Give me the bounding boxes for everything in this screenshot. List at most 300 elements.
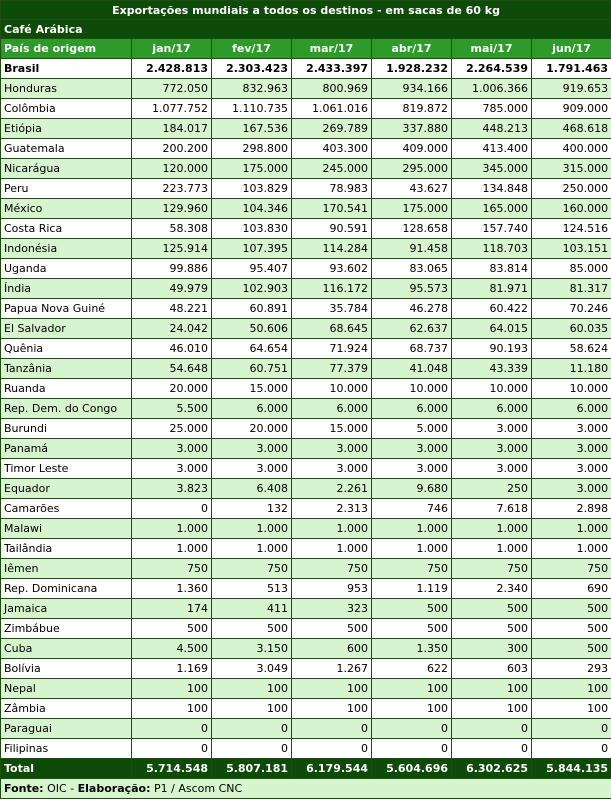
value-cell: 2.428.813 — [132, 59, 212, 79]
country-cell: Panamá — [1, 439, 132, 459]
value-cell: 100 — [532, 679, 611, 699]
value-cell: 20.000 — [212, 419, 292, 439]
value-cell: 50.606 — [212, 319, 292, 339]
country-cell: Nicarágua — [1, 159, 132, 179]
value-cell: 1.000 — [292, 519, 372, 539]
value-cell: 7.618 — [452, 499, 532, 519]
value-cell: 103.151 — [532, 239, 611, 259]
table-row — [1, 719, 611, 739]
value-cell: 125.914 — [132, 239, 212, 259]
value-cell: 3.823 — [132, 479, 212, 499]
value-cell: 403.300 — [292, 139, 372, 159]
value-cell: 62.637 — [372, 319, 452, 339]
table-row — [1, 359, 611, 379]
table-row — [1, 139, 611, 159]
country-cell: Guatemala — [1, 139, 132, 159]
value-cell: 95.573 — [372, 279, 452, 299]
value-cell: 200.200 — [132, 139, 212, 159]
value-cell: 2.264.539 — [452, 59, 532, 79]
value-cell: 60.035 — [532, 319, 611, 339]
value-cell: 250.000 — [532, 179, 611, 199]
country-cell: Zâmbia — [1, 699, 132, 719]
value-cell: 10.000 — [452, 379, 532, 399]
value-cell: 20.000 — [132, 379, 212, 399]
section-row — [1, 20, 611, 39]
value-cell: 298.800 — [212, 139, 292, 159]
value-cell: 413.400 — [452, 139, 532, 159]
country-cell: Quênia — [1, 339, 132, 359]
value-cell: 90.591 — [292, 219, 372, 239]
source-value: OIC - — [47, 782, 78, 795]
value-cell: 1.267 — [292, 659, 372, 679]
value-cell: 100 — [132, 699, 212, 719]
value-cell: 1.928.232 — [372, 59, 452, 79]
country-cell: Filipinas — [1, 739, 132, 759]
value-cell: 315.000 — [532, 159, 611, 179]
column-header-feb: fev/17 — [212, 39, 292, 59]
value-cell: 71.924 — [292, 339, 372, 359]
value-cell: 750 — [372, 559, 452, 579]
column-header-may: mai/17 — [452, 39, 532, 59]
value-cell: 102.903 — [212, 279, 292, 299]
table-row — [1, 279, 611, 299]
table-row — [1, 479, 611, 499]
table-row — [1, 339, 611, 359]
value-cell: 10.000 — [372, 379, 452, 399]
value-cell: 165.000 — [452, 199, 532, 219]
value-cell: 919.653 — [532, 79, 611, 99]
value-cell: 1.000 — [292, 539, 372, 559]
value-cell: 750 — [532, 559, 611, 579]
value-cell: 114.284 — [292, 239, 372, 259]
value-cell: 750 — [292, 559, 372, 579]
table-row — [1, 439, 611, 459]
value-cell: 500 — [372, 599, 452, 619]
value-cell: 24.042 — [132, 319, 212, 339]
value-cell: 81.317 — [532, 279, 611, 299]
table-row — [1, 99, 611, 119]
value-cell: 81.971 — [452, 279, 532, 299]
value-cell: 0 — [372, 739, 452, 759]
value-cell: 6.000 — [372, 399, 452, 419]
value-cell: 124.516 — [532, 219, 611, 239]
value-cell: 3.000 — [532, 419, 611, 439]
value-cell: 184.017 — [132, 119, 212, 139]
value-cell: 78.983 — [292, 179, 372, 199]
table-row — [1, 219, 611, 239]
value-cell: 1.000 — [532, 519, 611, 539]
value-cell: 3.000 — [532, 439, 611, 459]
value-cell: 64.654 — [212, 339, 292, 359]
column-header-country: País de origem — [1, 39, 132, 59]
value-cell: 10.000 — [292, 379, 372, 399]
table-row — [1, 579, 611, 599]
value-cell: 174 — [132, 599, 212, 619]
value-cell: 64.015 — [452, 319, 532, 339]
country-cell: Tanzânia — [1, 359, 132, 379]
total-value: 5.604.696 — [372, 759, 452, 779]
table-row — [1, 179, 611, 199]
table-row — [1, 539, 611, 559]
elaboration-value: P1 / Ascom CNC — [154, 782, 243, 795]
value-cell: 68.645 — [292, 319, 372, 339]
value-cell: 3.000 — [212, 439, 292, 459]
value-cell: 622 — [372, 659, 452, 679]
value-cell: 3.000 — [532, 479, 611, 499]
value-cell: 103.830 — [212, 219, 292, 239]
total-row — [1, 759, 611, 779]
value-cell: 1.000 — [452, 519, 532, 539]
value-cell: 400.000 — [532, 139, 611, 159]
value-cell: 832.963 — [212, 79, 292, 99]
value-cell: 293 — [532, 659, 611, 679]
value-cell: 85.000 — [532, 259, 611, 279]
table-row — [1, 679, 611, 699]
value-cell: 132 — [212, 499, 292, 519]
value-cell: 750 — [452, 559, 532, 579]
table-row — [1, 239, 611, 259]
value-cell: 5.500 — [132, 399, 212, 419]
column-header-jun: jun/17 — [532, 39, 611, 59]
value-cell: 690 — [532, 579, 611, 599]
section-title: Café Arábica — [1, 20, 611, 39]
value-cell: 1.000 — [452, 539, 532, 559]
value-cell: 500 — [452, 619, 532, 639]
value-cell: 409.000 — [372, 139, 452, 159]
country-cell: Costa Rica — [1, 219, 132, 239]
value-cell: 170.541 — [292, 199, 372, 219]
value-cell: 953 — [292, 579, 372, 599]
value-cell: 157.740 — [452, 219, 532, 239]
value-cell: 3.000 — [452, 439, 532, 459]
value-cell: 60.422 — [452, 299, 532, 319]
value-cell: 2.433.397 — [292, 59, 372, 79]
value-cell: 3.150 — [212, 639, 292, 659]
country-cell: Iêmen — [1, 559, 132, 579]
value-cell: 1.350 — [372, 639, 452, 659]
column-header-apr: abr/17 — [372, 39, 452, 59]
value-cell: 0 — [212, 719, 292, 739]
value-cell: 1.061.016 — [292, 99, 372, 119]
country-cell: Tailândia — [1, 539, 132, 559]
value-cell: 2.898 — [532, 499, 611, 519]
country-cell: Etiópia — [1, 119, 132, 139]
value-cell: 10.000 — [532, 379, 611, 399]
value-cell: 245.000 — [292, 159, 372, 179]
value-cell: 500 — [532, 639, 611, 659]
country-cell: Camarões — [1, 499, 132, 519]
value-cell: 1.000 — [532, 539, 611, 559]
value-cell: 0 — [452, 739, 532, 759]
value-cell: 345.000 — [452, 159, 532, 179]
value-cell: 1.000 — [132, 539, 212, 559]
table-row — [1, 259, 611, 279]
value-cell: 500 — [132, 619, 212, 639]
value-cell: 107.395 — [212, 239, 292, 259]
value-cell: 600 — [292, 639, 372, 659]
value-cell: 35.784 — [292, 299, 372, 319]
table-row — [1, 459, 611, 479]
value-cell: 3.000 — [132, 459, 212, 479]
value-cell: 129.960 — [132, 199, 212, 219]
value-cell: 95.407 — [212, 259, 292, 279]
value-cell: 100 — [132, 679, 212, 699]
value-cell: 2.340 — [452, 579, 532, 599]
value-cell: 6.408 — [212, 479, 292, 499]
value-cell: 1.000 — [372, 519, 452, 539]
total-value: 6.302.625 — [452, 759, 532, 779]
country-cell: Timor Leste — [1, 459, 132, 479]
value-cell: 3.000 — [292, 439, 372, 459]
value-cell: 1.000 — [132, 519, 212, 539]
column-header-row — [1, 39, 611, 59]
value-cell: 3.000 — [212, 459, 292, 479]
value-cell: 750 — [132, 559, 212, 579]
value-cell: 0 — [292, 739, 372, 759]
value-cell: 15.000 — [292, 419, 372, 439]
country-cell: Rep. Dominicana — [1, 579, 132, 599]
value-cell: 500 — [372, 619, 452, 639]
country-cell: Jamaica — [1, 599, 132, 619]
value-cell: 60.751 — [212, 359, 292, 379]
country-cell: Zimbábue — [1, 619, 132, 639]
table-row — [1, 659, 611, 679]
value-cell: 58.308 — [132, 219, 212, 239]
country-cell: Peru — [1, 179, 132, 199]
table-row — [1, 319, 611, 339]
country-cell: Brasil — [1, 59, 132, 79]
country-cell: Rep. Dem. do Congo — [1, 399, 132, 419]
table-row — [1, 519, 611, 539]
value-cell: 46.010 — [132, 339, 212, 359]
value-cell: 819.872 — [372, 99, 452, 119]
value-cell: 448.213 — [452, 119, 532, 139]
value-cell: 269.789 — [292, 119, 372, 139]
value-cell: 500 — [292, 619, 372, 639]
value-cell: 90.193 — [452, 339, 532, 359]
value-cell: 411 — [212, 599, 292, 619]
value-cell: 116.172 — [292, 279, 372, 299]
value-cell: 11.180 — [532, 359, 611, 379]
value-cell: 934.166 — [372, 79, 452, 99]
value-cell: 41.048 — [372, 359, 452, 379]
value-cell: 54.648 — [132, 359, 212, 379]
table-row — [1, 79, 611, 99]
value-cell: 160.000 — [532, 199, 611, 219]
total-value: 6.179.544 — [292, 759, 372, 779]
value-cell: 750 — [212, 559, 292, 579]
value-cell: 103.829 — [212, 179, 292, 199]
value-cell: 9.680 — [372, 479, 452, 499]
value-cell: 100 — [292, 679, 372, 699]
country-cell: Cuba — [1, 639, 132, 659]
source-label: Fonte: — [4, 782, 44, 795]
value-cell: 0 — [212, 739, 292, 759]
value-cell: 60.891 — [212, 299, 292, 319]
country-cell: Ruanda — [1, 379, 132, 399]
value-cell: 513 — [212, 579, 292, 599]
value-cell: 100 — [372, 679, 452, 699]
country-cell: Bolívia — [1, 659, 132, 679]
total-value: 5.714.548 — [132, 759, 212, 779]
value-cell: 49.979 — [132, 279, 212, 299]
country-cell: Paraguai — [1, 719, 132, 739]
value-cell: 175.000 — [372, 199, 452, 219]
value-cell: 500 — [452, 599, 532, 619]
column-header-mar: mar/17 — [292, 39, 372, 59]
value-cell: 68.737 — [372, 339, 452, 359]
value-cell: 300 — [452, 639, 532, 659]
total-value: 5.844.135 — [532, 759, 611, 779]
value-cell: 1.110.735 — [212, 99, 292, 119]
value-cell: 0 — [132, 719, 212, 739]
value-cell: 772.050 — [132, 79, 212, 99]
value-cell: 6.000 — [292, 399, 372, 419]
value-cell: 1.000 — [372, 539, 452, 559]
table-title: Exportações mundiais a todos os destinos - em sacas de 60 kg — [1, 1, 611, 20]
country-cell: El Salvador — [1, 319, 132, 339]
table-row — [1, 199, 611, 219]
value-cell: 100 — [372, 699, 452, 719]
value-cell: 83.814 — [452, 259, 532, 279]
country-cell: Índia — [1, 279, 132, 299]
elaboration-label: Elaboração: — [77, 782, 151, 795]
value-cell: 5.000 — [372, 419, 452, 439]
value-cell: 3.049 — [212, 659, 292, 679]
table-row — [1, 379, 611, 399]
source-note — [1, 779, 611, 799]
country-cell: Nepal — [1, 679, 132, 699]
value-cell: 175.000 — [212, 159, 292, 179]
value-cell: 746 — [372, 499, 452, 519]
value-cell: 603 — [452, 659, 532, 679]
value-cell: 785.000 — [452, 99, 532, 119]
table-row — [1, 299, 611, 319]
value-cell: 1.006.366 — [452, 79, 532, 99]
value-cell: 99.886 — [132, 259, 212, 279]
value-cell: 100 — [532, 699, 611, 719]
value-cell: 77.379 — [292, 359, 372, 379]
value-cell: 3.000 — [532, 459, 611, 479]
total-value: 5.807.181 — [212, 759, 292, 779]
value-cell: 3.000 — [452, 459, 532, 479]
value-cell: 104.346 — [212, 199, 292, 219]
value-cell: 100 — [212, 679, 292, 699]
table-data-body — [1, 59, 611, 759]
value-cell: 0 — [132, 499, 212, 519]
country-cell: Malawi — [1, 519, 132, 539]
total-label: Total — [1, 759, 132, 779]
value-cell: 6.000 — [452, 399, 532, 419]
value-cell: 295.000 — [372, 159, 452, 179]
value-cell: 0 — [452, 719, 532, 739]
value-cell: 43.339 — [452, 359, 532, 379]
value-cell: 2.313 — [292, 499, 372, 519]
value-cell: 46.278 — [372, 299, 452, 319]
value-cell: 3.000 — [292, 459, 372, 479]
table-row — [1, 499, 611, 519]
value-cell: 25.000 — [132, 419, 212, 439]
value-cell: 100 — [452, 679, 532, 699]
value-cell: 3.000 — [372, 459, 452, 479]
country-cell: Equador — [1, 479, 132, 499]
value-cell: 167.536 — [212, 119, 292, 139]
country-cell: Colômbia — [1, 99, 132, 119]
value-cell: 6.000 — [532, 399, 611, 419]
country-cell: Papua Nova Guiné — [1, 299, 132, 319]
value-cell: 2.303.423 — [212, 59, 292, 79]
table-row — [1, 159, 611, 179]
value-cell: 91.458 — [372, 239, 452, 259]
value-cell: 500 — [532, 599, 611, 619]
value-cell: 120.000 — [132, 159, 212, 179]
country-cell: Honduras — [1, 79, 132, 99]
value-cell: 500 — [532, 619, 611, 639]
value-cell: 100 — [292, 699, 372, 719]
value-cell: 43.627 — [372, 179, 452, 199]
table-row — [1, 399, 611, 419]
value-cell: 100 — [452, 699, 532, 719]
value-cell: 800.969 — [292, 79, 372, 99]
table-title-row — [1, 1, 611, 20]
source-row — [1, 779, 611, 799]
value-cell: 3.000 — [372, 439, 452, 459]
value-cell: 15.000 — [212, 379, 292, 399]
value-cell: 1.119 — [372, 579, 452, 599]
table-row — [1, 699, 611, 719]
country-cell: México — [1, 199, 132, 219]
table-row — [1, 419, 611, 439]
value-cell: 468.618 — [532, 119, 611, 139]
country-cell: Uganda — [1, 259, 132, 279]
table-row — [1, 559, 611, 579]
value-cell: 1.360 — [132, 579, 212, 599]
table-row — [1, 119, 611, 139]
value-cell: 48.221 — [132, 299, 212, 319]
value-cell: 3.000 — [452, 419, 532, 439]
value-cell: 128.658 — [372, 219, 452, 239]
country-cell: Burundi — [1, 419, 132, 439]
value-cell: 70.246 — [532, 299, 611, 319]
country-cell: Indonésia — [1, 239, 132, 259]
value-cell: 118.703 — [452, 239, 532, 259]
value-cell: 323 — [292, 599, 372, 619]
table-row — [1, 619, 611, 639]
value-cell: 337.880 — [372, 119, 452, 139]
value-cell: 1.000 — [212, 519, 292, 539]
value-cell: 0 — [532, 719, 611, 739]
table-row — [1, 739, 611, 759]
value-cell: 1.000 — [212, 539, 292, 559]
value-cell: 6.000 — [212, 399, 292, 419]
value-cell: 3.000 — [132, 439, 212, 459]
table-row — [1, 599, 611, 619]
value-cell: 0 — [532, 739, 611, 759]
value-cell: 134.848 — [452, 179, 532, 199]
value-cell: 58.624 — [532, 339, 611, 359]
value-cell: 0 — [372, 719, 452, 739]
value-cell: 1.791.463 — [532, 59, 611, 79]
table-row — [1, 59, 611, 79]
value-cell: 93.602 — [292, 259, 372, 279]
table-row — [1, 639, 611, 659]
value-cell: 4.500 — [132, 639, 212, 659]
value-cell: 909.000 — [532, 99, 611, 119]
value-cell: 0 — [292, 719, 372, 739]
value-cell: 100 — [212, 699, 292, 719]
value-cell: 2.261 — [292, 479, 372, 499]
value-cell: 0 — [132, 739, 212, 759]
